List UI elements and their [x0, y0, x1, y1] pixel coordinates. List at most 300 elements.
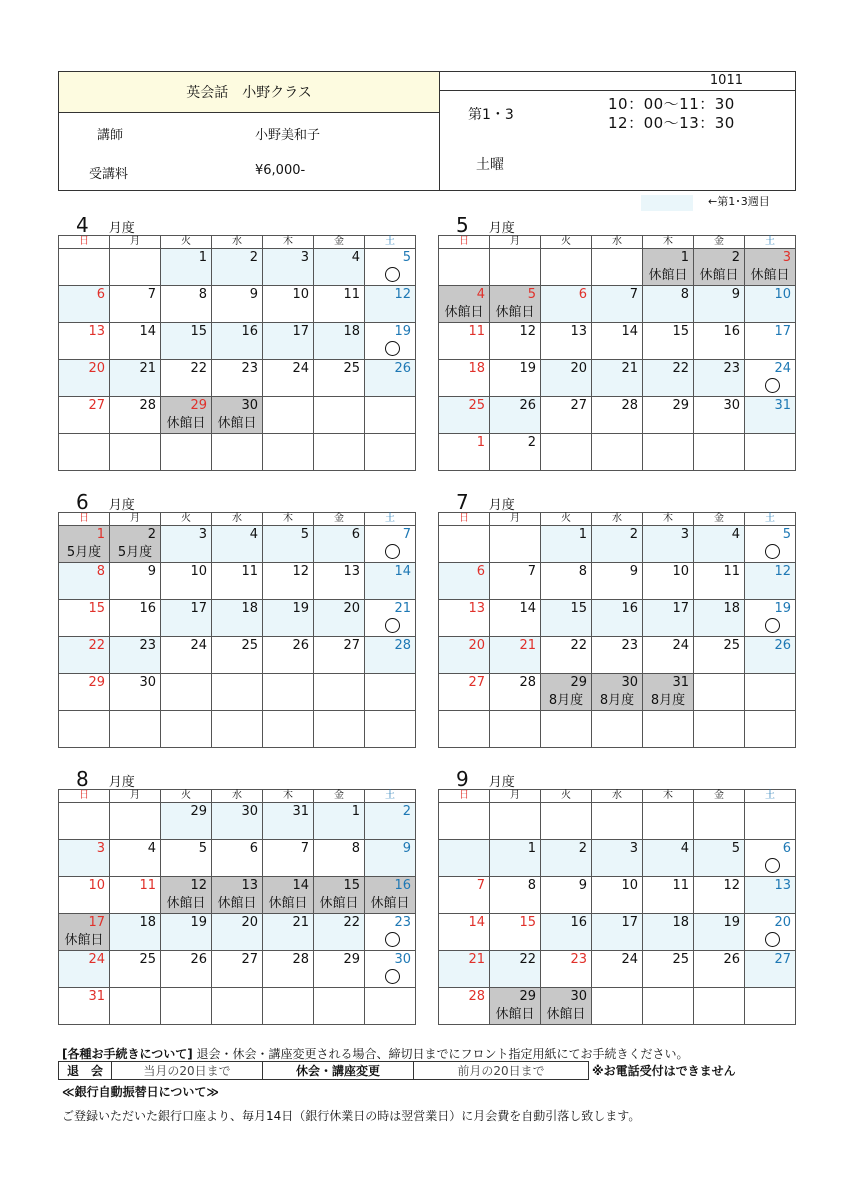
- day-label: 休館日: [64, 933, 104, 948]
- day-cell: [314, 526, 365, 563]
- day-cell: [745, 674, 796, 711]
- day-cell: [161, 249, 212, 286]
- day-number: 15: [672, 324, 689, 339]
- day-cell: [643, 914, 694, 951]
- month-number: 7: [456, 490, 469, 514]
- week-row: [59, 951, 416, 988]
- class-title: 英会話 小野クラス: [59, 72, 439, 113]
- day-cell: [212, 840, 263, 877]
- month-suffix: 月度: [108, 221, 135, 236]
- day-label: 休館日: [444, 305, 484, 320]
- day-number: 17: [621, 915, 638, 930]
- weekday-header: 月: [490, 236, 541, 249]
- withdraw-deadline: 当月の20日まで: [112, 1062, 263, 1080]
- lesson-mark-icon: [765, 378, 780, 393]
- day-cell: [59, 988, 110, 1025]
- day-number: 3: [680, 527, 689, 542]
- day-number: 7: [476, 878, 485, 893]
- month-title: [76, 490, 135, 514]
- day-number: 31: [774, 398, 791, 413]
- day-cell: [110, 563, 161, 600]
- day-cell: [745, 840, 796, 877]
- day-number: 20: [88, 361, 105, 376]
- day-number: 1: [96, 527, 105, 542]
- weekday-header: 日: [59, 790, 110, 803]
- day-cell: [439, 600, 490, 637]
- instructor-label: 講師: [97, 128, 124, 143]
- day-cell: [694, 563, 745, 600]
- day-number: 14: [621, 324, 638, 339]
- day-number: 13: [774, 878, 791, 893]
- week-row: [59, 877, 416, 914]
- day-number: 17: [88, 915, 105, 930]
- day-number: 15: [343, 878, 360, 893]
- day-number: 28: [292, 952, 309, 967]
- day-number: 27: [343, 638, 360, 653]
- weekday-header: 金: [314, 236, 365, 249]
- deadline-table: [58, 1061, 589, 1080]
- day-cell: [314, 840, 365, 877]
- day-cell: [314, 951, 365, 988]
- day-number: 28: [394, 638, 411, 653]
- day-cell: [365, 323, 416, 360]
- day-cell: [263, 711, 314, 748]
- procedures-note: [62, 1045, 689, 1062]
- bank-title: ≪銀行自動振替日について≫: [62, 1085, 219, 1099]
- day-cell: [490, 637, 541, 674]
- day-cell: [439, 323, 490, 360]
- day-number: 28: [621, 398, 638, 413]
- weekday-header: 月: [490, 513, 541, 526]
- week-row: [59, 988, 416, 1025]
- day-cell: [59, 434, 110, 471]
- weekday-header: 火: [161, 513, 212, 526]
- day-number: 15: [190, 324, 207, 339]
- day-number: 12: [190, 878, 207, 893]
- day-cell: [59, 526, 110, 563]
- day-cell: [59, 600, 110, 637]
- week-row: [439, 286, 796, 323]
- day-number: 6: [782, 841, 791, 856]
- day-cell: [365, 914, 416, 951]
- day-cell: [592, 914, 643, 951]
- day-cell: [263, 988, 314, 1025]
- day-number: 12: [723, 878, 740, 893]
- day-cell: [745, 711, 796, 748]
- day-cell: [212, 674, 263, 711]
- day-number: 26: [190, 952, 207, 967]
- day-cell: [541, 600, 592, 637]
- day-cell: [212, 803, 263, 840]
- week-row: [439, 526, 796, 563]
- day-number: 26: [394, 361, 411, 376]
- day-cell: [161, 286, 212, 323]
- day-number: 20: [241, 915, 258, 930]
- day-cell: [745, 434, 796, 471]
- day-number: 17: [190, 601, 207, 616]
- day-number: 29: [343, 952, 360, 967]
- day-number: 10: [621, 878, 638, 893]
- day-cell: [694, 877, 745, 914]
- day-cell: [592, 323, 643, 360]
- day-number: 9: [629, 564, 638, 579]
- month-number: 8: [76, 767, 89, 791]
- day-cell: [643, 803, 694, 840]
- calendar-table: [438, 789, 796, 1025]
- day-number: 8: [680, 287, 689, 302]
- day-cell: [212, 434, 263, 471]
- day-number: 6: [578, 287, 587, 302]
- day-number: 30: [723, 398, 740, 413]
- day-number: 21: [394, 601, 411, 616]
- day-cell: [541, 249, 592, 286]
- day-cell: [694, 526, 745, 563]
- day-cell: [439, 563, 490, 600]
- day-cell: [314, 637, 365, 674]
- day-cell: [314, 674, 365, 711]
- day-cell: [541, 563, 592, 600]
- day-cell: [490, 951, 541, 988]
- day-cell: [745, 951, 796, 988]
- day-number: 24: [292, 361, 309, 376]
- day-cell: [59, 877, 110, 914]
- day-number: 13: [88, 324, 105, 339]
- week-row: [59, 637, 416, 674]
- day-number: 20: [468, 638, 485, 653]
- day-number: 5: [402, 250, 411, 265]
- day-cell: [592, 840, 643, 877]
- day-cell: [161, 877, 212, 914]
- day-number: 6: [476, 564, 485, 579]
- day-cell: [439, 637, 490, 674]
- day-number: 26: [292, 638, 309, 653]
- day-cell: [263, 803, 314, 840]
- day-cell: [110, 323, 161, 360]
- day-label: 休館日: [319, 896, 359, 911]
- day-cell: [592, 434, 643, 471]
- day-number: 1: [198, 250, 207, 265]
- month-title: [456, 213, 515, 237]
- week-row: [59, 397, 416, 434]
- fee-value: ¥6,000-: [255, 163, 306, 178]
- day-cell: [643, 397, 694, 434]
- day-number: 28: [468, 989, 485, 1004]
- day-number: 10: [292, 287, 309, 302]
- weekday-header: 土: [745, 790, 796, 803]
- day-number: 5: [198, 841, 207, 856]
- day-number: 13: [241, 878, 258, 893]
- day-number: 11: [468, 324, 485, 339]
- day-label: 8月度: [650, 693, 686, 708]
- week-row: [59, 323, 416, 360]
- day-number: 30: [139, 675, 156, 690]
- day-number: 29: [519, 989, 536, 1004]
- day-cell: [59, 637, 110, 674]
- day-number: 12: [394, 287, 411, 302]
- day-number: 20: [774, 915, 791, 930]
- day-cell: [365, 563, 416, 600]
- day-cell: [745, 637, 796, 674]
- lesson-mark-icon: [385, 969, 400, 984]
- week-row: [439, 803, 796, 840]
- weekday-header: 火: [161, 790, 212, 803]
- day-number: 23: [394, 915, 411, 930]
- day-number: 26: [519, 398, 536, 413]
- weekday-header: 水: [592, 513, 643, 526]
- day-number: 22: [519, 952, 536, 967]
- lesson-mark-icon: [385, 618, 400, 633]
- day-label: 8月度: [548, 693, 584, 708]
- day-cell: [365, 877, 416, 914]
- day-cell: [365, 988, 416, 1025]
- day-cell: [110, 877, 161, 914]
- day-cell: [212, 914, 263, 951]
- day-cell: [59, 803, 110, 840]
- day-cell: [439, 914, 490, 951]
- day-cell: [439, 988, 490, 1025]
- day-number: 3: [629, 841, 638, 856]
- day-cell: [694, 711, 745, 748]
- day-cell: [212, 526, 263, 563]
- day-cell: [694, 674, 745, 711]
- day-number: 25: [672, 952, 689, 967]
- day-cell: [212, 323, 263, 360]
- day-cell: [161, 988, 212, 1025]
- day-cell: [541, 840, 592, 877]
- day-number: 16: [394, 878, 411, 893]
- day-cell: [263, 840, 314, 877]
- day-cell: [365, 637, 416, 674]
- day-cell: [314, 286, 365, 323]
- day-number: 2: [629, 527, 638, 542]
- day-cell: [161, 360, 212, 397]
- lesson-mark-icon: [385, 267, 400, 282]
- day-cell: [365, 840, 416, 877]
- day-cell: [439, 434, 490, 471]
- day-cell: [110, 434, 161, 471]
- day-number: 16: [241, 324, 258, 339]
- day-cell: [110, 914, 161, 951]
- day-label: 5月度: [66, 545, 102, 560]
- day-cell: [592, 249, 643, 286]
- weekday-header: 木: [643, 236, 694, 249]
- day-cell: [643, 877, 694, 914]
- lesson-mark-icon: [385, 341, 400, 356]
- day-cell: [365, 360, 416, 397]
- weekday-header: 木: [263, 790, 314, 803]
- day-cell: [490, 249, 541, 286]
- procedures-title: [各種お手続きについて]: [62, 1047, 193, 1061]
- day-number: 11: [343, 287, 360, 302]
- day-number: 13: [343, 564, 360, 579]
- day-cell: [161, 526, 212, 563]
- day-number: 30: [241, 398, 258, 413]
- day-number: 7: [147, 287, 156, 302]
- day-number: 14: [292, 878, 309, 893]
- phone-note: ※お電話受付はできません: [592, 1064, 736, 1078]
- day-cell: [365, 397, 416, 434]
- day-number: 8: [198, 287, 207, 302]
- day-cell: [59, 951, 110, 988]
- day-number: 15: [519, 915, 536, 930]
- day-cell: [59, 711, 110, 748]
- day-number: 13: [468, 601, 485, 616]
- day-number: 4: [476, 287, 485, 302]
- day-cell: [490, 397, 541, 434]
- day-cell: [314, 803, 365, 840]
- day-cell: [110, 840, 161, 877]
- day-number: 24: [88, 952, 105, 967]
- day-number: 29: [672, 398, 689, 413]
- class-code: 1011: [709, 73, 743, 88]
- day-label: 8月度: [599, 693, 635, 708]
- day-cell: [592, 397, 643, 434]
- day-cell: [745, 526, 796, 563]
- day-cell: [212, 988, 263, 1025]
- day-cell: [161, 914, 212, 951]
- day-cell: [365, 951, 416, 988]
- day-number: 21: [139, 361, 156, 376]
- day-cell: [110, 526, 161, 563]
- day-cell: [643, 563, 694, 600]
- day-cell: [110, 360, 161, 397]
- day-number: 27: [468, 675, 485, 690]
- month-number: 5: [456, 213, 469, 237]
- day-number: 29: [190, 804, 207, 819]
- day-number: 26: [774, 638, 791, 653]
- day-cell: [439, 286, 490, 323]
- weekday-header: 木: [263, 236, 314, 249]
- day-cell: [110, 286, 161, 323]
- day-cell: [694, 637, 745, 674]
- day-label: 休館日: [750, 268, 790, 283]
- day-number: 20: [570, 361, 587, 376]
- day-cell: [439, 840, 490, 877]
- weekday-header: 水: [212, 513, 263, 526]
- day-cell: [110, 249, 161, 286]
- day-number: 10: [88, 878, 105, 893]
- day-cell: [263, 434, 314, 471]
- day-number: 7: [629, 287, 638, 302]
- day-cell: [643, 637, 694, 674]
- day-cell: [439, 360, 490, 397]
- day-cell: [694, 600, 745, 637]
- day-cell: [541, 803, 592, 840]
- day-number: 19: [292, 601, 309, 616]
- day-number: 6: [96, 287, 105, 302]
- day-cell: [694, 988, 745, 1025]
- day-cell: [592, 803, 643, 840]
- day-number: 23: [570, 952, 587, 967]
- day-number: 30: [394, 952, 411, 967]
- week-row: [439, 600, 796, 637]
- day-cell: [592, 711, 643, 748]
- weekday-header: 土: [365, 790, 416, 803]
- day-cell: [161, 951, 212, 988]
- day-cell: [592, 951, 643, 988]
- day-cell: [643, 711, 694, 748]
- day-cell: [365, 434, 416, 471]
- day-cell: [263, 286, 314, 323]
- day-cell: [365, 526, 416, 563]
- day-number: 28: [139, 398, 156, 413]
- month-suffix: 月度: [108, 775, 135, 790]
- week-row: [59, 286, 416, 323]
- week-row: [439, 434, 796, 471]
- day-number: 10: [190, 564, 207, 579]
- lesson-mark-icon: [385, 544, 400, 559]
- week-row: [59, 249, 416, 286]
- day-cell: [212, 637, 263, 674]
- day-number: 18: [723, 601, 740, 616]
- day-cell: [541, 988, 592, 1025]
- day-cell: [694, 286, 745, 323]
- day-number: 21: [292, 915, 309, 930]
- class-weeks: 第1・3: [468, 107, 514, 123]
- day-cell: [592, 360, 643, 397]
- day-cell: [110, 637, 161, 674]
- weekday-header: 月: [110, 513, 161, 526]
- day-number: 16: [139, 601, 156, 616]
- day-cell: [694, 397, 745, 434]
- day-cell: [263, 249, 314, 286]
- day-number: 5: [731, 841, 740, 856]
- calendar-table: [438, 235, 796, 471]
- day-number: 8: [96, 564, 105, 579]
- day-cell: [161, 600, 212, 637]
- day-number: 1: [476, 435, 485, 450]
- month-suffix: 月度: [108, 498, 135, 513]
- day-number: 30: [241, 804, 258, 819]
- week-row: [59, 711, 416, 748]
- week-row: [439, 360, 796, 397]
- day-cell: [314, 711, 365, 748]
- class-code-row: [440, 72, 795, 91]
- day-cell: [365, 711, 416, 748]
- day-cell: [592, 600, 643, 637]
- day-cell: [592, 674, 643, 711]
- day-cell: [643, 988, 694, 1025]
- day-label: 5月度: [117, 545, 153, 560]
- day-cell: [314, 877, 365, 914]
- day-cell: [592, 988, 643, 1025]
- week-row: [439, 951, 796, 988]
- day-cell: [365, 286, 416, 323]
- day-cell: [745, 249, 796, 286]
- day-cell: [694, 803, 745, 840]
- day-number: 17: [774, 324, 791, 339]
- day-cell: [490, 674, 541, 711]
- class-weekday: 土曜: [476, 157, 504, 173]
- month-title: [456, 490, 515, 514]
- month-suffix: 月度: [488, 498, 515, 513]
- day-number: 4: [680, 841, 689, 856]
- weekday-header: 日: [439, 513, 490, 526]
- class-time-2: 12：00～13：30: [608, 114, 735, 132]
- month-title: [76, 767, 135, 791]
- day-cell: [694, 434, 745, 471]
- day-number: 3: [96, 841, 105, 856]
- day-cell: [59, 249, 110, 286]
- class-info-header: [58, 71, 796, 191]
- lesson-mark-icon: [765, 858, 780, 873]
- day-number: 9: [147, 564, 156, 579]
- day-cell: [490, 711, 541, 748]
- day-label: 休館日: [370, 896, 410, 911]
- day-number: 3: [300, 250, 309, 265]
- day-cell: [314, 434, 365, 471]
- week-row: [439, 637, 796, 674]
